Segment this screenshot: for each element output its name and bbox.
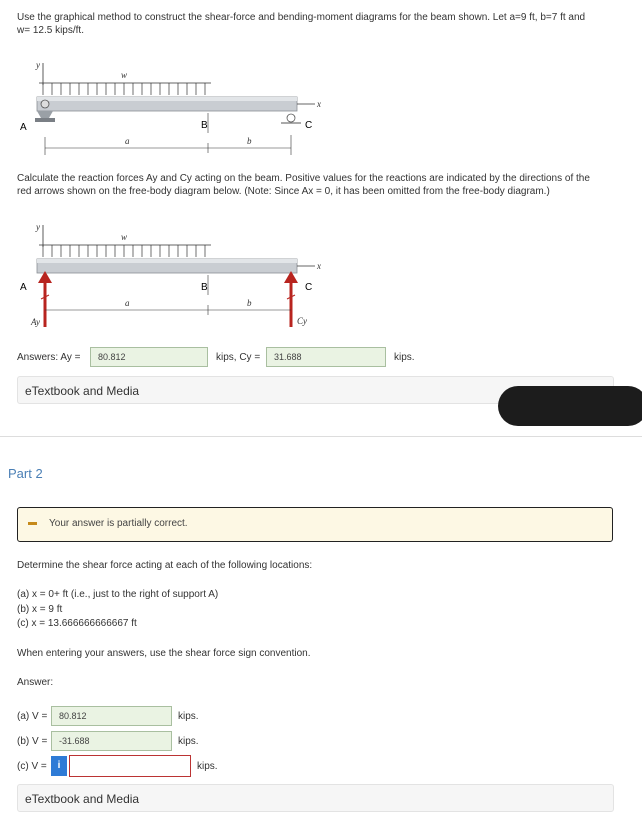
partial-correct-banner	[17, 507, 613, 542]
vb-answer-field[interactable]: -31.688	[51, 731, 172, 751]
kips-cy-label: kips, Cy =	[216, 352, 261, 363]
fbd-label-Cy: Cy	[297, 316, 307, 326]
reaction-arrow-cy	[284, 271, 298, 327]
fbd-label-b: b	[247, 298, 252, 308]
instruction-text	[17, 172, 629, 198]
beam-diagram	[15, 55, 335, 160]
diagram-label-a: a	[125, 136, 130, 146]
instruction-line2: red arrows shown on the free-body diagram below. (Note: Since Ax = 0, it has been omitted from the free-body diagram.)	[17, 186, 550, 197]
diagram-label-w: w	[121, 70, 128, 80]
distributed-load-arrows	[43, 83, 205, 95]
fbd-load-arrows	[43, 245, 205, 257]
etextbook-media-button-2[interactable]: eTextbook and Media	[17, 784, 614, 812]
partial-icon	[28, 522, 37, 525]
va-kips: kips.	[178, 711, 199, 722]
diagram-label-b: b	[247, 136, 252, 146]
reaction-arrow-ay	[38, 271, 52, 327]
section-divider	[0, 436, 642, 437]
kips-label-cy: kips.	[394, 352, 415, 363]
fbd-label-w: w	[121, 232, 128, 242]
vb-kips: kips.	[178, 736, 199, 747]
ay-answer-field[interactable]: 80.812	[90, 347, 208, 367]
answer-label: Answer:	[17, 677, 54, 688]
instruction-line1: Calculate the reaction forces Ay and Cy acting on the beam. Positive values for the reactions are indicated by the directions of the	[17, 173, 590, 184]
status-text: Your answer is partially correct.	[49, 518, 188, 529]
diagram-label-y: y	[36, 60, 40, 70]
cy-answer-field[interactable]: 31.688	[266, 347, 386, 367]
diagram-label-A: A	[20, 122, 27, 133]
vc-kips: kips.	[197, 761, 218, 772]
answers-label: Answers: Ay =	[17, 352, 81, 363]
part2-title: Part 2	[8, 466, 43, 481]
vc-label: (c) V =	[17, 761, 47, 772]
fbd-label-x: x	[317, 261, 321, 271]
fbd-label-y: y	[36, 222, 40, 232]
va-label: (a) V =	[17, 711, 48, 722]
location-c: (c) x = 13.666666666667 ft	[17, 618, 137, 629]
fbd-label-a: a	[125, 298, 130, 308]
part2-question: Determine the shear force acting at each of the following locations:	[17, 560, 313, 571]
problem-intro-line2: w= 12.5 kips/ft.	[17, 25, 84, 36]
sign-convention: When entering your answers, use the shear force sign convention.	[17, 648, 311, 659]
vc-answer-field[interactable]	[69, 755, 191, 777]
etextbook-media-button-1[interactable]: eTextbook and Media	[17, 376, 614, 404]
redaction-blob	[498, 386, 642, 426]
problem-intro	[17, 11, 627, 37]
free-body-diagram	[15, 217, 335, 342]
va-answer-field[interactable]: 80.812	[51, 706, 172, 726]
fbd-label-B: B	[201, 282, 208, 293]
problem-intro-line1: Use the graphical method to construct the shear-force and bending-moment diagrams for the beam shown. Let a=9 ft, b=7 ft and	[17, 12, 586, 23]
diagram-label-x: x	[317, 99, 321, 109]
fbd-label-C: C	[305, 282, 313, 293]
diagram-label-C: C	[305, 120, 313, 131]
vb-label: (b) V =	[17, 736, 48, 747]
fbd-label-Ay: Ay	[31, 317, 40, 327]
diagram-label-B: B	[201, 120, 208, 131]
pin-support-a	[35, 118, 55, 122]
location-b: (b) x = 9 ft	[17, 604, 63, 615]
location-a: (a) x = 0+ ft (i.e., just to the right of support A)	[17, 589, 219, 600]
info-icon[interactable]: i	[51, 756, 67, 776]
fbd-label-A: A	[20, 282, 27, 293]
